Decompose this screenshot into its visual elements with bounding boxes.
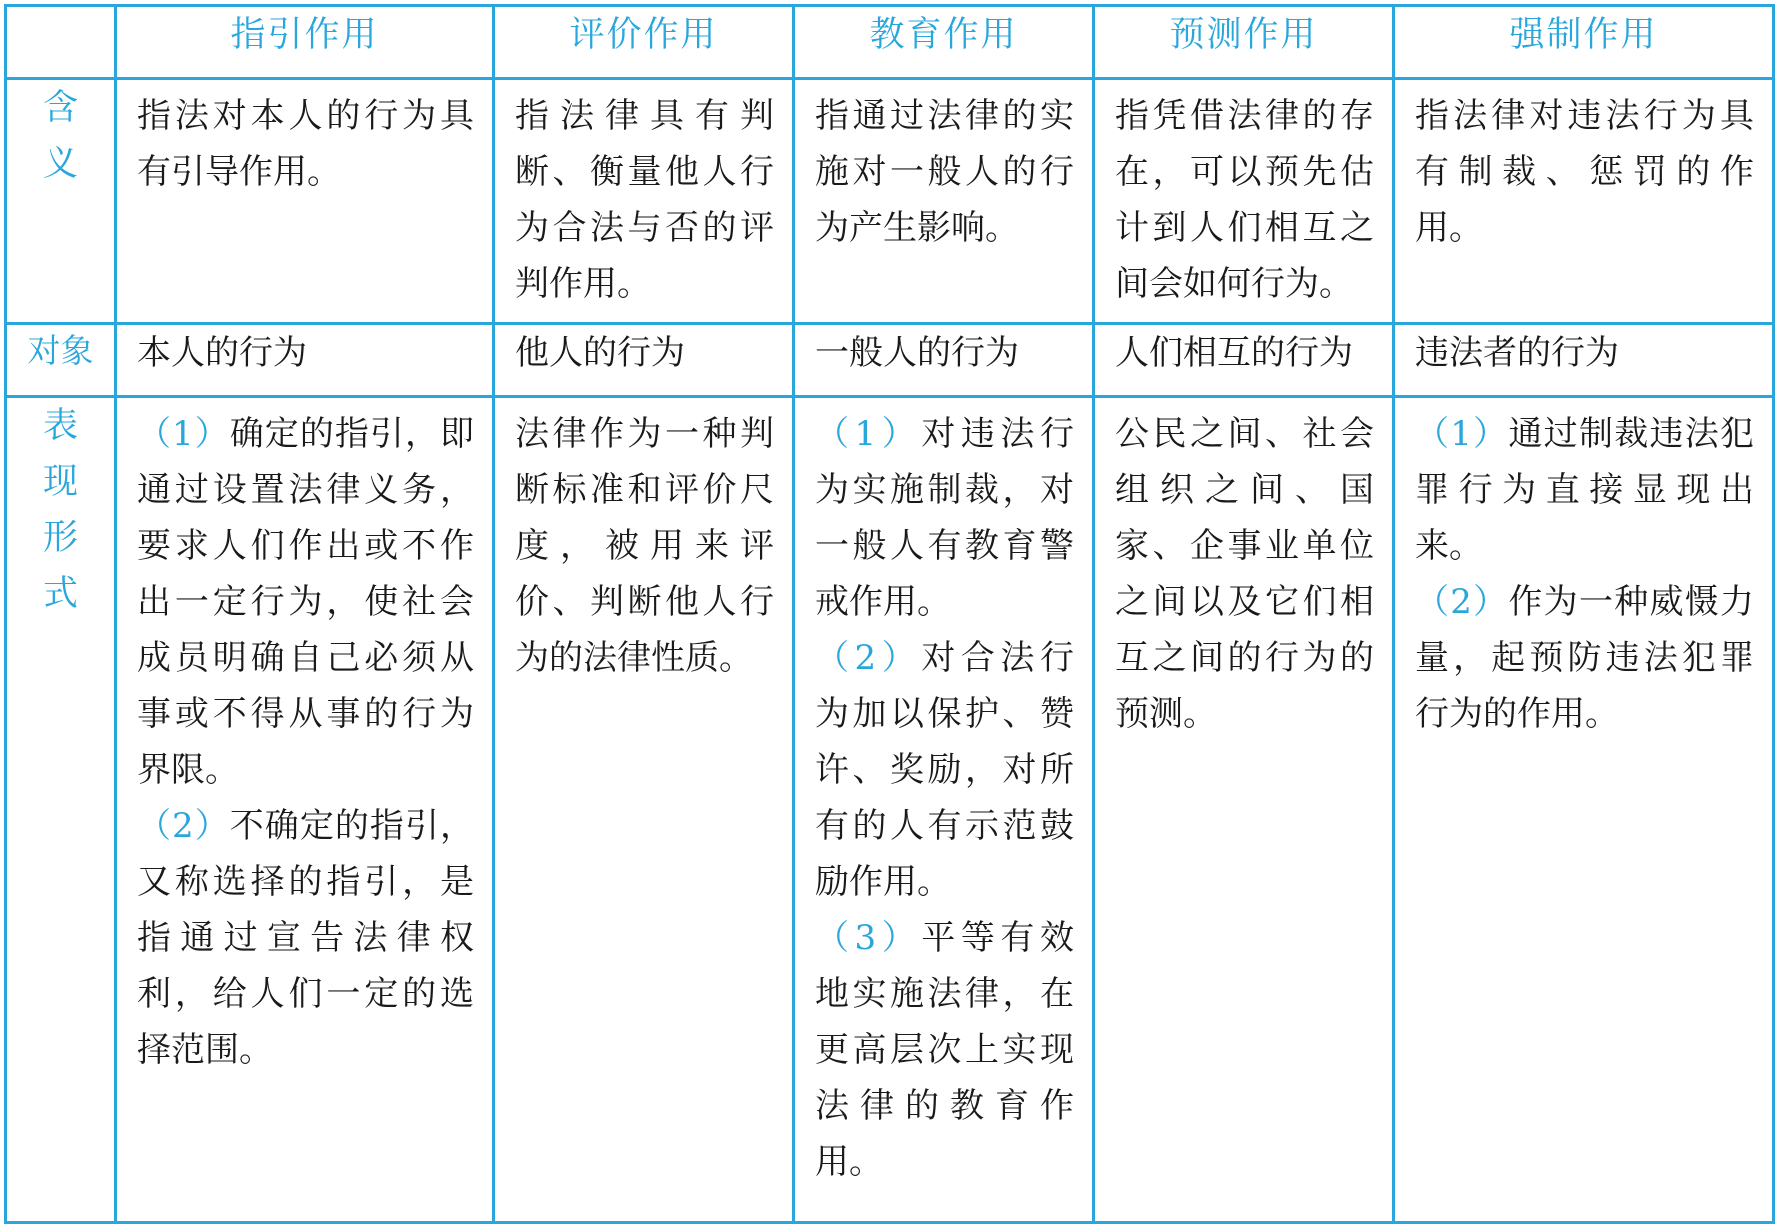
header-predict: 预测作用: [1094, 6, 1394, 79]
meaning-guide: 指法对本人的行为具有引导作用。: [116, 79, 494, 324]
header-evaluate: 评价作用: [494, 6, 794, 79]
row-label-object: 对象: [6, 324, 116, 397]
header-row: [6, 6, 1774, 79]
form-guide-item: （2）不确定的指引，又称选择的指引，是指通过宣告法律权利，给人们一定的选择范围。: [137, 806, 475, 1070]
form-coerce: [1394, 397, 1774, 1223]
form-row: [6, 397, 1774, 1223]
header-educate: 教育作用: [794, 6, 1094, 79]
meaning-coerce: 指法律对违法行为具有制裁、惩罚的作用。: [1394, 79, 1774, 324]
form-predict: 公民之间、社会组织之间、国家、企事业单位之间以及它们相互之间的行为的预测。: [1094, 397, 1394, 1223]
header-guide: 指引作用: [116, 6, 494, 79]
object-evaluate: 他人的行为: [494, 324, 794, 397]
object-predict: 人们相互的行为: [1094, 324, 1394, 397]
form-educate-item: （1）对违法行为实施制裁，对一般人有教育警戒作用。: [815, 414, 1074, 622]
form-evaluate: 法律作为一种判断标准和评价尺度，被用来评价、判断他人行为的法律性质。: [494, 397, 794, 1223]
meaning-predict: 指凭借法律的存在，可以预先估计到人们相互之间会如何行为。: [1094, 79, 1394, 324]
header-coerce: 强制作用: [1394, 6, 1774, 79]
form-guide-item: （1）确定的指引，即通过设置法律义务，要求人们作出或不作出一定行为，使社会成员明确自己必须从事或不得从事的行为界限。: [137, 414, 475, 790]
form-coerce-item: （2）作为一种威慑力量，起预防违法犯罪行为的作用。: [1415, 582, 1754, 734]
object-coerce: 违法者的行为: [1394, 324, 1774, 397]
form-educate-item: （2）对合法行为加以保护、赞许、奖励，对所有的人有示范鼓励作用。: [815, 638, 1074, 902]
meaning-row: [6, 79, 1774, 324]
form-educate-item: （3）平等有效地实施法律，在更高层次上实现法律的教育作用。: [815, 918, 1074, 1182]
form-guide: [116, 397, 494, 1223]
row-label-form: 表现形式: [6, 397, 116, 1223]
corner-cell: [6, 6, 116, 79]
row-label-meaning: 含义: [6, 79, 116, 324]
object-educate: 一般人的行为: [794, 324, 1094, 397]
object-guide: 本人的行为: [116, 324, 494, 397]
object-row: [6, 324, 1774, 397]
law-functions-table: [4, 4, 1775, 1224]
meaning-evaluate: 指法律具有判断、衡量他人行为合法与否的评判作用。: [494, 79, 794, 324]
form-educate: [794, 397, 1094, 1223]
form-coerce-item: （1）通过制裁违法犯罪行为直接显现出来。: [1415, 414, 1754, 566]
meaning-educate: 指通过法律的实施对一般人的行为产生影响。: [794, 79, 1094, 324]
